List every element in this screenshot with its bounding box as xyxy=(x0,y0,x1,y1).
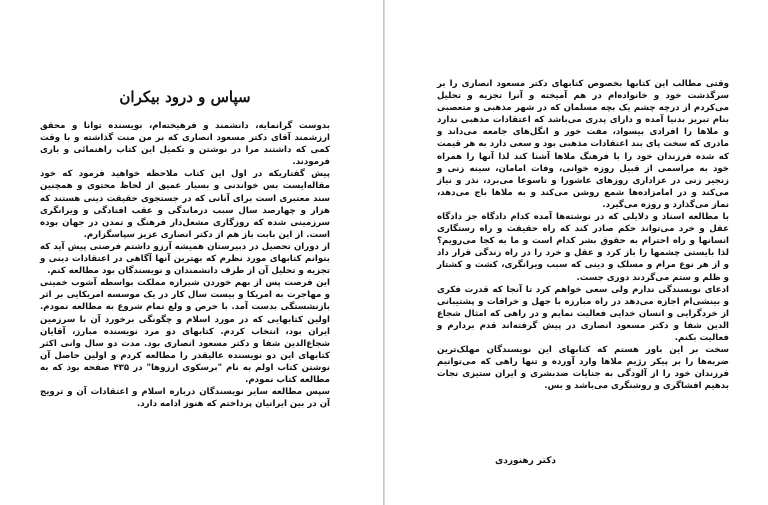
paragraph: سپس مطالعه سایر نویسندگان درباره اسلام و اعتقادات آن و ترویج آن در بین ایرانیان پرداختم که هنوز ادامه دارد. xyxy=(40,387,330,410)
paragraph: با مطالعه اسناد و دلایلی که در نوشته‌ها آمده کدام دادگاه جز دادگاه عقل و خرد می‌تواند حکم صادر کند که راه حقیقت و راه رستگاری انسانها و راه احترام به حقوق بشر کدام است و ما به کجا می‌رویم؟ لذا بایستی چشمها را باز کرد و عقل و خرد را در راه زندگی قرار داد و از هر نوع مرام و مسلک و دینی که سبب ویرانگری، کشت و کشتار و ظلم و ستم می‌گردند دوری جست. xyxy=(437,212,729,283)
page-title: سپاس و درود بیکران xyxy=(119,88,251,106)
paragraph: بدوست گرانمایه، دانشمند و فرهیخته‌ام، نویسنده توانا و محقق ارزشمند آقای دکتر مسعود انصاری که بر من منت گذاشته و با وقت کمی که داشتند مرا در نوشتن و تکمیل این کتاب راهنمائی و باری فرمودند. xyxy=(40,121,330,168)
paragraph: از دوران تحصیل در دبیرستان همیشه آرزو داشتم فرصتی پیش آید که بتوانم کتابهای مورد نظرم که بهترین آنها آگاهی در اعتقادات دینی و تجزیه و تحلیل آن از طرف دانشمندان و نویسندگان بود مطالعه کنم. xyxy=(40,241,330,277)
paragraph: سخت بر این باور هستم که کتابهای این نویسندگان مهلک‌ترین ضربه‌ها را بر پیکر رژیم ملاها وارد آورده و تنها راهی که می‌توانیم فرزندان خود را از آلودگی به جنایات ضدبشری و ایران ستیزی نجات بدهیم افشاگری و روشنگری می‌باشد و بس. xyxy=(437,345,729,392)
left-page xyxy=(0,0,383,505)
right-page-text xyxy=(437,78,729,392)
paragraph: این فرصت پس از بهم خوردن شیرازه مملکت بواسطه آشوب خمینی و مهاجرت به امریکا و بیست سال کار در یک موسسه امریکایی بر اثر بازنشستگی بدست آمد. با حرص و ولع تمام شروع به مطالعه نمودم. اولین کتابهایی که در مورد اسلام و چگونگی برخورد آن با سرزمین ایران بود، انتخاب کردم. کتابهای دو مرد نویسنده مبارز، آقایان شجاع‌الدین شفا و دکتر مسعود انصاری بود. مدت دو سال وانی اکثر کتابهای این دو نویسنده عالیقدر را مطالعه کردم و اولین حاصل آن نوشتن کتاب اولم به نام "برسکوی ارزوها" در ۴۳۵ صفحه بود که به مطالعه کتاب نمودم. xyxy=(40,278,330,385)
paragraph: وقتی مطالب این کتابها بخصوص کتابهای دکتر مسعود انصاری را بر سرگذشت خود و خانواده‌ام در هم آمیخته و آنرا تجزیه و تحلیل می‌کردم از درچه چشم یک بچه مسلمان که در شهر مذهبی و متعصبی بنام تبریز بدنیا آمده و دارای پدری می‌باشد که اعتقادات مذهبی ندارد و ملاها را افرادی بیسواد، مفت خور و انگل‌های جامعه می‌داند و مادری که سخت پای بند اعتقادات مذهبی بود و سعی دارد به هر قیمت که شده فرزندان خود را با فرهنگ ملاها آشنا کند لذا آنها را همراه خود به مراسمی از قبیل روزه خوانی، وفات امامان، سینه زنی و زنجیر زنی در عزاداری روزهای عاشورا و تاسوعا می‌برد، نذر و نیاز می‌کند و در امامزاده‌ها شمع روشن می‌کند و به ملاها باج می‌دهد، نماز می‌گذارد و روزه می‌گیرد. xyxy=(437,79,729,210)
author-signature: دکتر رهنوردی xyxy=(495,456,557,466)
paragraph: ادعای نویسندگی ندارم ولی سعی خواهم کرد تا آنجا که قدرت فکری و بینشی‌ام اجازه می‌دهد در راه مبارزه با جهل و خرافات و پشتیبانی از خردگرایی و انسان خدایی فعالیت نمایم و در راهی که امثال شجاع الدین شفا و دکتر مسعود انصاری در پیش گرفته‌اند قدم بردارم و فعالیت بکنم. xyxy=(437,284,729,343)
paragraph: پیش گفتاریکه در اول این کتاب ملاحظه خواهید فرمود که خود مقاله‌ایست بس خواندنی و بسیار عمیق از لحاظ محتوی و همچنین سند معتبری است برای آنانی که در جستجوی حقیقت دینی هستند که هزار و چهارصد سال سبب درماندگی و عقب افتادگی و ویرانگری سرزمینی شده که روزگاری مشعل‌دار فرهنگ و تمدن در جهان بوده است. از این بابت باز هم از دکتر انصاری عزیز سپاسگزارم. xyxy=(40,169,330,240)
left-page-text xyxy=(40,120,330,410)
right-page xyxy=(385,0,768,505)
